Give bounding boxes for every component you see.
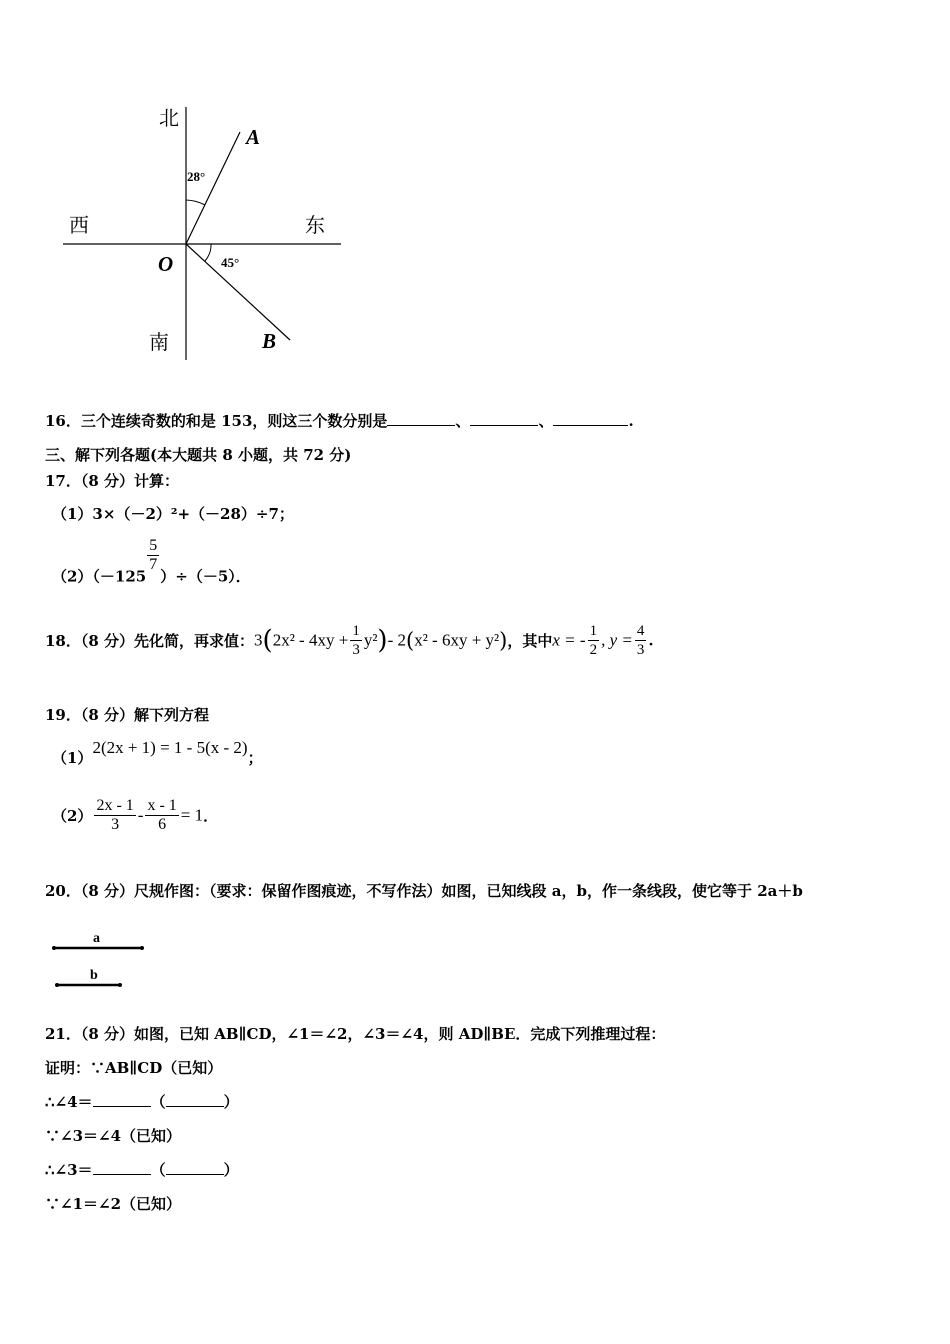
q16-blank-3[interactable] (553, 411, 628, 426)
fraction-2x-1-over-3 (94, 797, 135, 834)
paren-close: ） (223, 1161, 239, 1179)
q18-coef: 3 (254, 630, 263, 650)
q18-expr-b: 2x² - 4xy + (272, 630, 349, 650)
q18-label: 18．（8 分）先化简，再求值： (45, 632, 255, 650)
q18-mid: ，其中 (507, 632, 553, 650)
question-17-part-1: （1）3×（－2）²+（－28）÷7； (52, 505, 294, 523)
segment-a-label: a (93, 931, 100, 946)
right-paren: ) (499, 628, 508, 653)
question-18 (45, 622, 654, 659)
q18-end: . (648, 631, 654, 650)
label-north: 北 (159, 106, 179, 130)
label-west: 西 (69, 213, 89, 237)
mixed-fraction (147, 537, 159, 574)
q18-expr-c: y² (363, 630, 378, 650)
q18-expr-d: - 2 (387, 630, 406, 650)
label-angle-28: 28° (187, 169, 206, 184)
minus-sign: - (137, 805, 144, 825)
section-3-heading: 三、解下列各题(本大题共 8 小题，共 72 分) (45, 446, 352, 464)
q19-p1-expr: 2(2x + 1) = 1 - 5(x - 2) (92, 738, 248, 757)
right-paren: ) (377, 625, 388, 656)
question-20: 20．（8 分）尺规作图：（要求：保留作图痕迹，不写作法）如图，已知线段 a，b，作一条线段，使它等于 2a＋b (45, 882, 803, 900)
proof-blank-angle[interactable] (93, 1092, 151, 1107)
numerator: x - 1 (147, 797, 177, 814)
q19-p2-label: （2） (52, 807, 93, 825)
q16-sep: 、 (455, 412, 471, 430)
q19-p1-label: （1） (52, 749, 93, 767)
proof-line-5: ∵∠1＝∠2（已知） (45, 1195, 182, 1213)
denominator: 3 (352, 642, 360, 658)
denominator: 6 (158, 816, 167, 833)
proof-blank-reason[interactable] (166, 1092, 224, 1107)
question-19-part-2 (52, 797, 218, 834)
segment-a-endpoint (140, 946, 144, 950)
paren-open: （ (150, 1161, 166, 1179)
proof-blank-reason[interactable] (166, 1160, 224, 1175)
question-19-title: 19．（8 分）解下列方程 (45, 706, 210, 724)
numerator: 4 (636, 623, 645, 639)
label-south: 南 (149, 330, 169, 354)
q18-expr-e: x² - 6xy + y² (414, 630, 500, 650)
proof-blank-angle[interactable] (93, 1160, 151, 1175)
numerator: 1 (589, 623, 598, 639)
fraction-four-thirds (635, 622, 647, 659)
fraction-one-third (350, 622, 362, 659)
numerator: 5 (149, 537, 158, 554)
proof-text: ∴∠3＝ (45, 1161, 93, 1179)
segment-a-endpoint (52, 946, 56, 950)
angle-arc-45 (205, 244, 211, 261)
numerator: 2x - 1 (96, 797, 134, 814)
denominator: 7 (149, 556, 158, 573)
left-paren: ( (406, 628, 415, 653)
q16-end: . (628, 412, 634, 430)
question-21-title: 21．（8 分）如图，已知 AB∥CD，∠1＝∠2，∠3＝∠4，则 AD∥BE．完成下列推理过程： (45, 1025, 666, 1043)
direction-figure (55, 95, 355, 370)
segment-b-label: b (90, 968, 98, 983)
segment-b-endpoint (118, 983, 122, 987)
segments-figure (50, 928, 160, 993)
denominator: 3 (636, 642, 645, 658)
label-A: A (246, 125, 261, 149)
proof-line-2 (45, 1091, 239, 1112)
paren-close: ） (223, 1093, 239, 1111)
label-east: 东 (305, 213, 325, 237)
q16-text: 16．三个连续奇数的和是 153，则这三个数分别是 (45, 412, 388, 430)
numerator: 1 (352, 623, 360, 639)
segment-b-endpoint (55, 983, 59, 987)
equals-one: = 1 (180, 805, 204, 825)
q17-p2-pre: （2）（－125 (52, 567, 147, 586)
label-origin: O (158, 252, 174, 276)
q18-x-eq: x = - (552, 630, 586, 650)
q16-blank-2[interactable] (470, 411, 538, 426)
denominator: 2 (589, 642, 598, 658)
left-paren: ( (262, 625, 273, 656)
angle-arc-28 (186, 200, 205, 205)
q17-p2-post: ）÷（－5）． (160, 567, 251, 586)
q16-blank-1[interactable] (387, 411, 455, 426)
fraction-one-half (588, 622, 600, 659)
question-17-part-2 (52, 537, 251, 587)
label-angle-45: 45° (221, 255, 240, 270)
q16-sep: 、 (538, 412, 554, 430)
fraction-x-1-over-6 (145, 797, 178, 834)
label-B: B (262, 329, 277, 353)
question-19-part-1 (52, 737, 263, 768)
question-16 (45, 410, 634, 431)
ray-OA (186, 132, 240, 244)
proof-line-1: 证明：∵AB∥CD（已知） (45, 1059, 223, 1077)
q19-p2-end: ． (203, 807, 219, 825)
proof-line-4 (45, 1159, 239, 1180)
proof-line-3: ∵∠3＝∠4（已知） (45, 1127, 182, 1145)
q18-y-eq: , y = (601, 630, 633, 650)
denominator: 3 (111, 816, 120, 833)
paren-open: （ (150, 1093, 166, 1111)
question-17-title: 17．（8 分）计算： (45, 472, 180, 490)
q19-p1-end: ； (247, 749, 263, 767)
proof-text: ∴∠4＝ (45, 1093, 93, 1111)
